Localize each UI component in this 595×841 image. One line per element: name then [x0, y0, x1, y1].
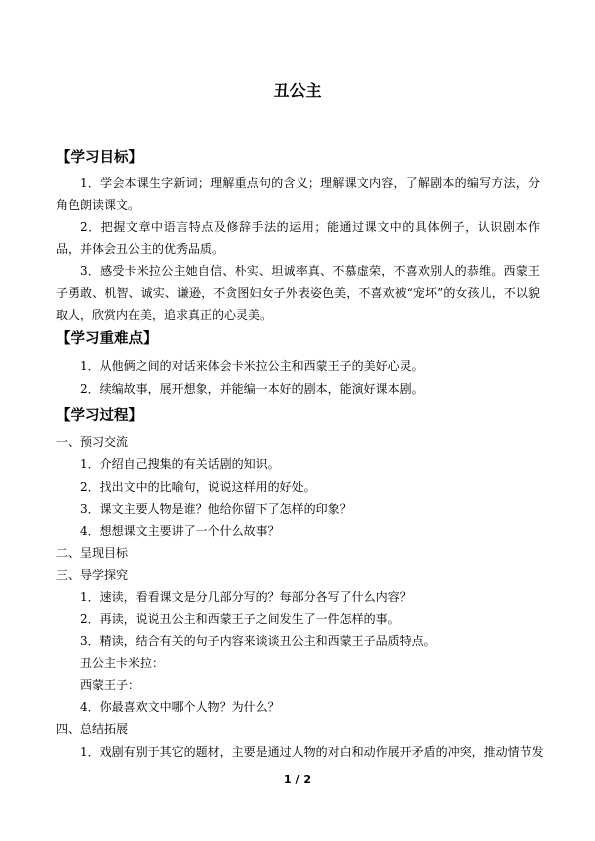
section-heading-process: 【学习过程】: [56, 408, 143, 424]
section-heading-goals: 【学习目标】: [56, 150, 143, 166]
preview-item-3: 3．课文主要人物是谁？他给你留下了怎样的印象？: [80, 502, 352, 516]
explore-sub-prince: 西蒙王子：: [80, 678, 141, 692]
page-title: 丑公主: [273, 81, 322, 100]
process-part-2-label: 二、呈现目标: [56, 546, 129, 560]
goal-item-1: 1．学会本课生字新词；理解重点句的含义；理解课文内容，了解剧本的编写方法，分角色朗读课文。: [56, 176, 540, 212]
process-part-1-label: 一、预习交流: [56, 435, 129, 449]
preview-item-4: 4．想想课文主要讲了一个什么故事？: [80, 524, 280, 538]
explore-item-3: 3．精读，结合有关的句子内容来谈谈丑公主和西蒙王子品质特点。: [80, 634, 436, 648]
process-part-3-label: 三、导学探究: [56, 568, 129, 582]
goal-item-3: 3．感受卡米拉公主她自信、朴实、坦诚率真、不慕虚荣，不喜欢别人的恭维。西蒙王子勇敢、机智、诚实、谦逊，不贪图妇女子外表姿色美，不喜欢被“宠坏”的女孩儿，不以貌取人，欣赏内在美，追求真正的心灵美。: [56, 264, 540, 322]
explore-sub-princess: 丑公主卡米拉：: [80, 656, 165, 670]
goal-item-2: 2．把握文章中语言特点及修辞手法的运用；能通过课文中的具体例子，认识剧本作品，并体会丑公主的优秀品质。: [56, 220, 540, 256]
process-part-4-label: 四、总结拓展: [56, 722, 129, 736]
key-point-item-1: 1．从他俩之间的对话来体会卡米拉公主和西蒙王子的美好心灵。: [80, 359, 424, 373]
page-number: 1 / 2: [284, 773, 311, 786]
section-heading-key-points: 【学习重难点】: [56, 331, 158, 347]
summary-item-1: 1．戏剧有别于其它的题材，主要是通过人物的对白和动作展开矛盾的冲突，推动情节发: [80, 745, 544, 759]
key-point-item-2: 2．续编故事，展开想象，并能编一本好的剧本，能演好课本剧。: [80, 382, 424, 396]
explore-item-1: 1．速读，看看课文是分几部分写的？每部分各写了什么内容？: [80, 590, 412, 604]
preview-item-2: 2．找出文中的比喻句，说说这样用的好处。: [80, 480, 316, 494]
explore-item-4: 4．你最喜欢文中哪个人物？为什么？: [80, 700, 280, 714]
preview-item-1: 1．介绍自己搜集的有关话剧的知识。: [80, 457, 280, 471]
explore-item-2: 2．再读，说说丑公主和西蒙王子之间发生了一件怎样的事。: [80, 612, 400, 626]
